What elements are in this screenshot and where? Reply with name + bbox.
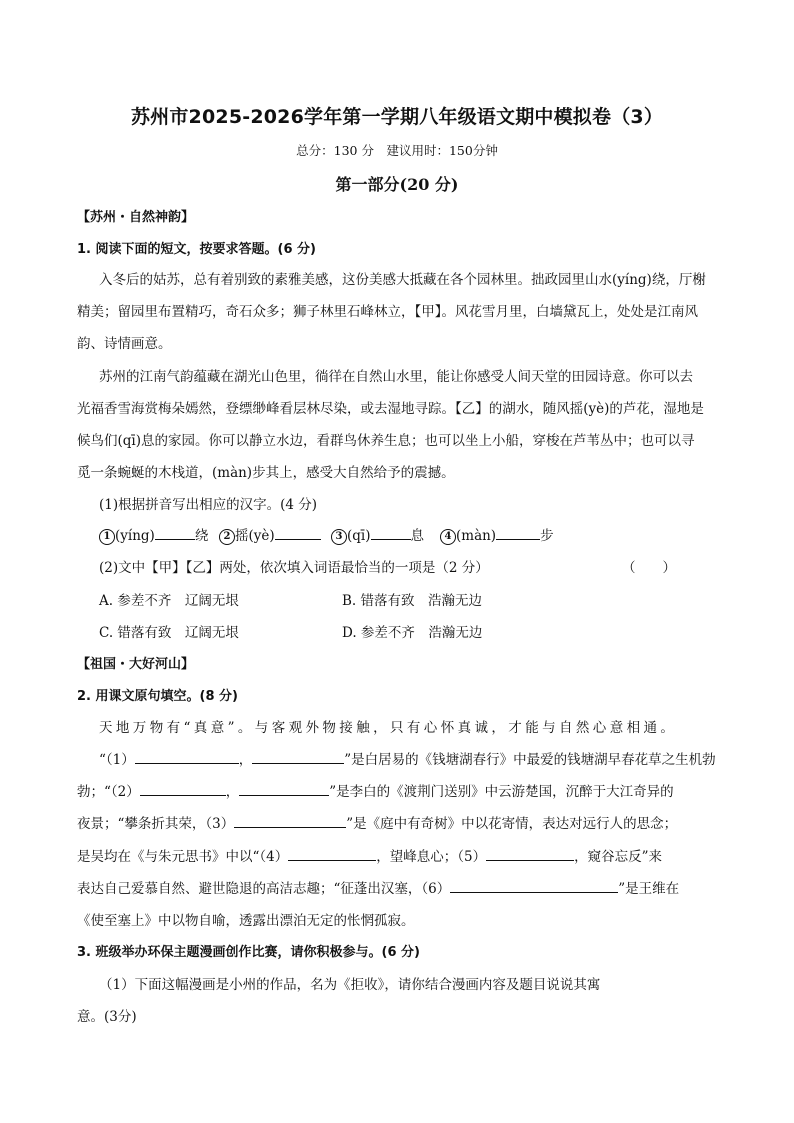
pinyin-text: (màn): [456, 528, 497, 544]
answer-blank-2b[interactable]: [239, 781, 329, 796]
number-2-badge: 2: [219, 529, 235, 545]
q2-line3-text: ”是李白的《渡荆门送别》中云游楚国，沉醉于大江奇异的: [329, 784, 674, 800]
answer-blank-1b[interactable]: [252, 749, 344, 764]
answer-blank[interactable]: [496, 525, 540, 540]
question-1-heading: 1. 阅读下面的短文，按要求答题。(6 分): [77, 242, 316, 257]
exam-title: 苏州市2025-2026学年第一学期八年级语文期中模拟卷（3）: [130, 106, 664, 128]
q1-paragraph1-line2: 精美；留园里布置精巧，奇石众多；狮子林里石峰林立，【甲】。风花雪月里，白墙黛瓦上，处处是江南风: [77, 304, 698, 320]
q2-line7: 《使至塞上》中以物自喻，透露出漂泊无定的怅惘孤寂。: [77, 913, 415, 929]
q2-intro-line: 天地万物有“真意”。与客观外物接触，只有心怀真诚，才能与自然心意相通。: [99, 720, 678, 736]
answer-blank[interactable]: [371, 525, 411, 540]
answer-blank-1a[interactable]: [135, 749, 239, 764]
section-heading-suzhou: 【苏州・自然神韵】: [77, 210, 195, 225]
pinyin-tail: 息: [410, 528, 424, 544]
option-c[interactable]: C. 错落有致 辽阔无垠: [99, 625, 239, 641]
option-b[interactable]: B. 错落有致 浩瀚无边: [342, 593, 483, 609]
q3-sub1-line2: 意。(3分): [77, 1009, 137, 1025]
q2-line4-tail: ”是《庭中有奇树》中以花寄情，表达对远行人的思念；: [346, 816, 678, 832]
q1-paragraph1-line3: 韵、诗情画意。: [77, 336, 172, 352]
pinyin-item-3: [331, 524, 424, 545]
q1-sub2-prompt: (2)文中【甲】【乙】两处，依次填入词语最恰当的一项是（2 分）: [99, 560, 489, 576]
answer-blank-2a[interactable]: [140, 781, 226, 796]
comma: ，: [238, 752, 253, 768]
q1-sub1-prompt: (1)根据拼音写出相应的汉字。(4 分): [99, 497, 318, 513]
answer-blank[interactable]: [275, 525, 321, 540]
q3-sub1-line1: （1）下面这幅漫画是小州的作品，名为《拒收》，请你结合漫画内容及题目说说其寓: [99, 977, 601, 993]
pinyin-tail: 步: [540, 528, 554, 544]
pinyin-text: (qī): [347, 528, 371, 544]
answer-parentheses[interactable]: （ ）: [622, 560, 676, 576]
answer-blank[interactable]: [155, 525, 195, 540]
q1-paragraph1-line1: 入冬后的姑苏，总有着别致的素雅美感，这份美感大抵藏在各个园林里。拙政园里山水(yíng)绕，厅榭: [99, 272, 706, 288]
question-3-heading: 3. 班级举办环保主题漫画创作比赛，请你积极参与。(6 分): [77, 945, 420, 960]
q2-line4-text: 夜景；“攀条折其荣，（3）: [77, 816, 235, 832]
pinyin-item-4: [440, 524, 554, 545]
answer-blank-4[interactable]: [288, 846, 376, 861]
blank-label-1: “（1）: [99, 752, 135, 768]
q2-line2-text: ”是白居易的《钱塘湖春行》中最爱的钱塘湖早春花草之生机勃: [344, 752, 716, 768]
comma: ，: [225, 784, 240, 800]
q1-paragraph2-line4: 觅一条蜿蜒的木栈道，(màn)步其上，感受大自然给予的震撼。: [77, 465, 455, 481]
option-d[interactable]: D. 参差不齐 浩瀚无边: [342, 625, 483, 641]
number-4-badge: 4: [440, 529, 456, 545]
blank-label-2: 勃；“（2）: [77, 784, 140, 800]
option-a[interactable]: A. 参差不齐 辽阔无垠: [99, 593, 239, 609]
pinyin-tail: 绕: [194, 528, 209, 544]
pinyin-text: (yíng): [115, 528, 155, 544]
answer-blank-3[interactable]: [234, 813, 346, 828]
q2-line5-tail: ，窥谷忘反”来: [574, 849, 662, 865]
q1-paragraph2-line1: 苏州的江南气韵蕴藏在湖光山色里，徜徉在自然山水里，能让你感受人间天堂的田园诗意。你可以去: [99, 369, 693, 385]
pinyin-item-1: [99, 524, 208, 545]
q2-line5-mid: ，望峰息心；（5）: [376, 849, 487, 865]
q1-paragraph2-line3: 候鸟们(qī)息的家园。你可以静立水边，看群鸟休养生息；也可以坐上小船，穿梭在芦苇丛中；也可以寻: [77, 433, 695, 449]
part-heading: 第一部分(20 分): [335, 175, 459, 194]
q1-paragraph2-line2: 光福香雪海赏梅朵嫣然，登缥缈峰看层林尽染，或去湿地寻踪。【乙】的湖水，随风摇(yè)的芦花，湿地是: [77, 401, 704, 417]
q2-line6-tail: ”是王维在: [618, 881, 680, 897]
q2-line6-text: 表达自己爱慕自然、避世隐退的高洁志趣；“征蓬出汉塞，（6）: [77, 881, 451, 897]
answer-blank-5[interactable]: [486, 846, 574, 861]
question-2-heading: 2. 用课文原句填空。(8 分): [77, 689, 238, 704]
q2-line5: [77, 845, 662, 865]
q2-line2: [99, 748, 716, 768]
section-heading-motherland: 【祖国・大好河山】: [77, 657, 195, 672]
q2-line6: [77, 877, 679, 897]
pinyin-item-2: [219, 524, 321, 545]
q2-line4: [77, 812, 677, 832]
number-3-badge: 3: [331, 529, 347, 545]
q2-line5-text: 是吴均在《与朱元思书》中以“（4）: [77, 849, 289, 865]
number-1-badge: 1: [99, 529, 115, 545]
q2-line3: [77, 780, 674, 800]
exam-meta: 总分：130 分 建议用时：150分钟: [296, 143, 498, 158]
answer-blank-6[interactable]: [450, 878, 618, 893]
pinyin-text: 摇(yè): [235, 528, 275, 544]
